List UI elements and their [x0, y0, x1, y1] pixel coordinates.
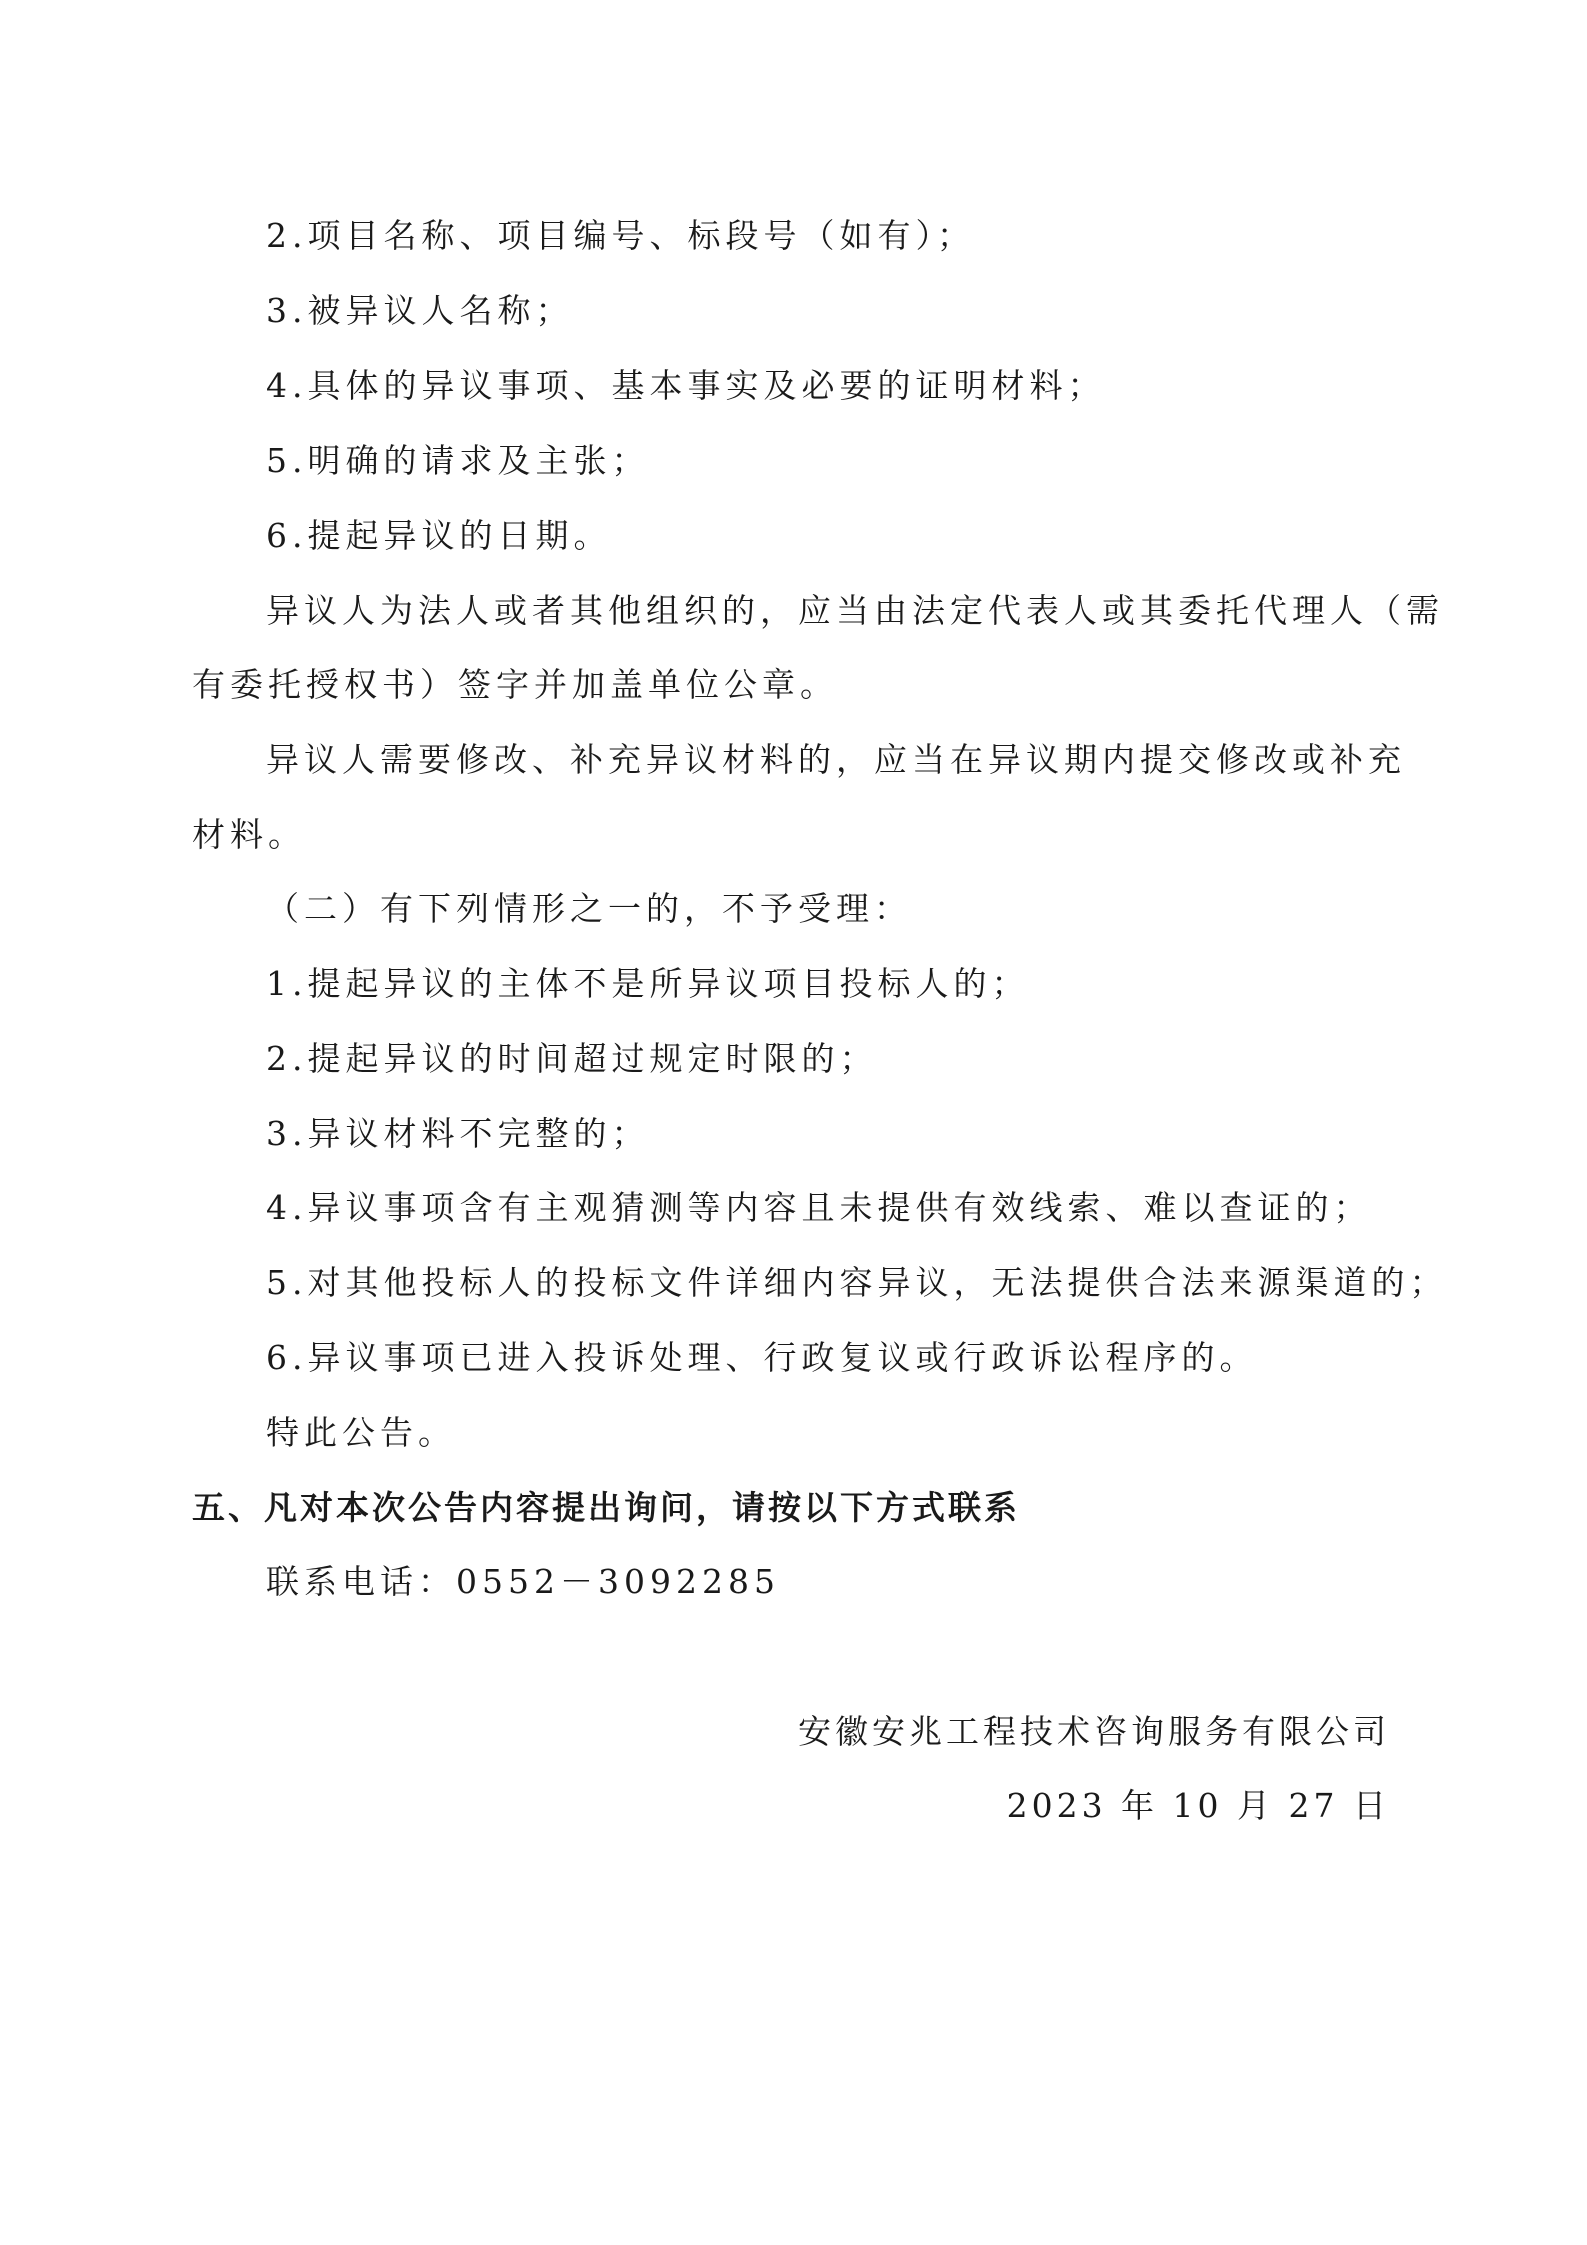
closing-statement: 特此公告。	[266, 1413, 456, 1452]
rejection-item: 6.异议事项已进入投诉处理、行政复议或行政诉讼程序的。	[266, 1338, 1258, 1377]
requirement-item: 5.明确的请求及主张；	[266, 441, 650, 480]
requirement-item: 2.项目名称、项目编号、标段号（如有）；	[266, 216, 975, 255]
signature-date: 2023 年 10 月 27 日	[1006, 1786, 1390, 1825]
company-name: 安徽安兆工程技术咨询服务有限公司	[798, 1712, 1390, 1751]
requirement-item: 4.具体的异议事项、基本事实及必要的证明材料；	[266, 366, 1106, 405]
rejection-item: 3.异议材料不完整的；	[266, 1114, 650, 1153]
signature-paragraph-line1: 异议人为法人或者其他组织的，应当由法定代表人或其委托代理人（需	[266, 591, 1444, 630]
supplement-paragraph-line1: 异议人需要修改、补充异议材料的，应当在异议期内提交修改或补充	[266, 740, 1406, 779]
signature-paragraph-line2: 有委托授权书）签字并加盖单位公章。	[192, 665, 838, 704]
requirement-item: 3.被异议人名称；	[266, 291, 574, 330]
contact-phone: 联系电话：0552－3092285	[266, 1562, 780, 1601]
rejection-item: 5.对其他投标人的投标文件详细内容异议，无法提供合法来源渠道的；	[266, 1263, 1448, 1302]
supplement-paragraph-line2: 材料。	[192, 815, 306, 854]
rejection-item: 1.提起异议的主体不是所异议项目投标人的；	[266, 964, 1030, 1003]
rejection-item: 2.提起异议的时间超过规定时限的；	[266, 1039, 878, 1078]
requirement-item: 6.提起异议的日期。	[266, 516, 612, 555]
rejection-heading: （二）有下列情形之一的，不予受理：	[266, 889, 912, 928]
section-5-heading: 五、凡对本次公告内容提出询问，请按以下方式联系	[192, 1488, 1020, 1527]
rejection-item: 4.异议事项含有主观猜测等内容且未提供有效线索、难以查证的；	[266, 1188, 1372, 1227]
